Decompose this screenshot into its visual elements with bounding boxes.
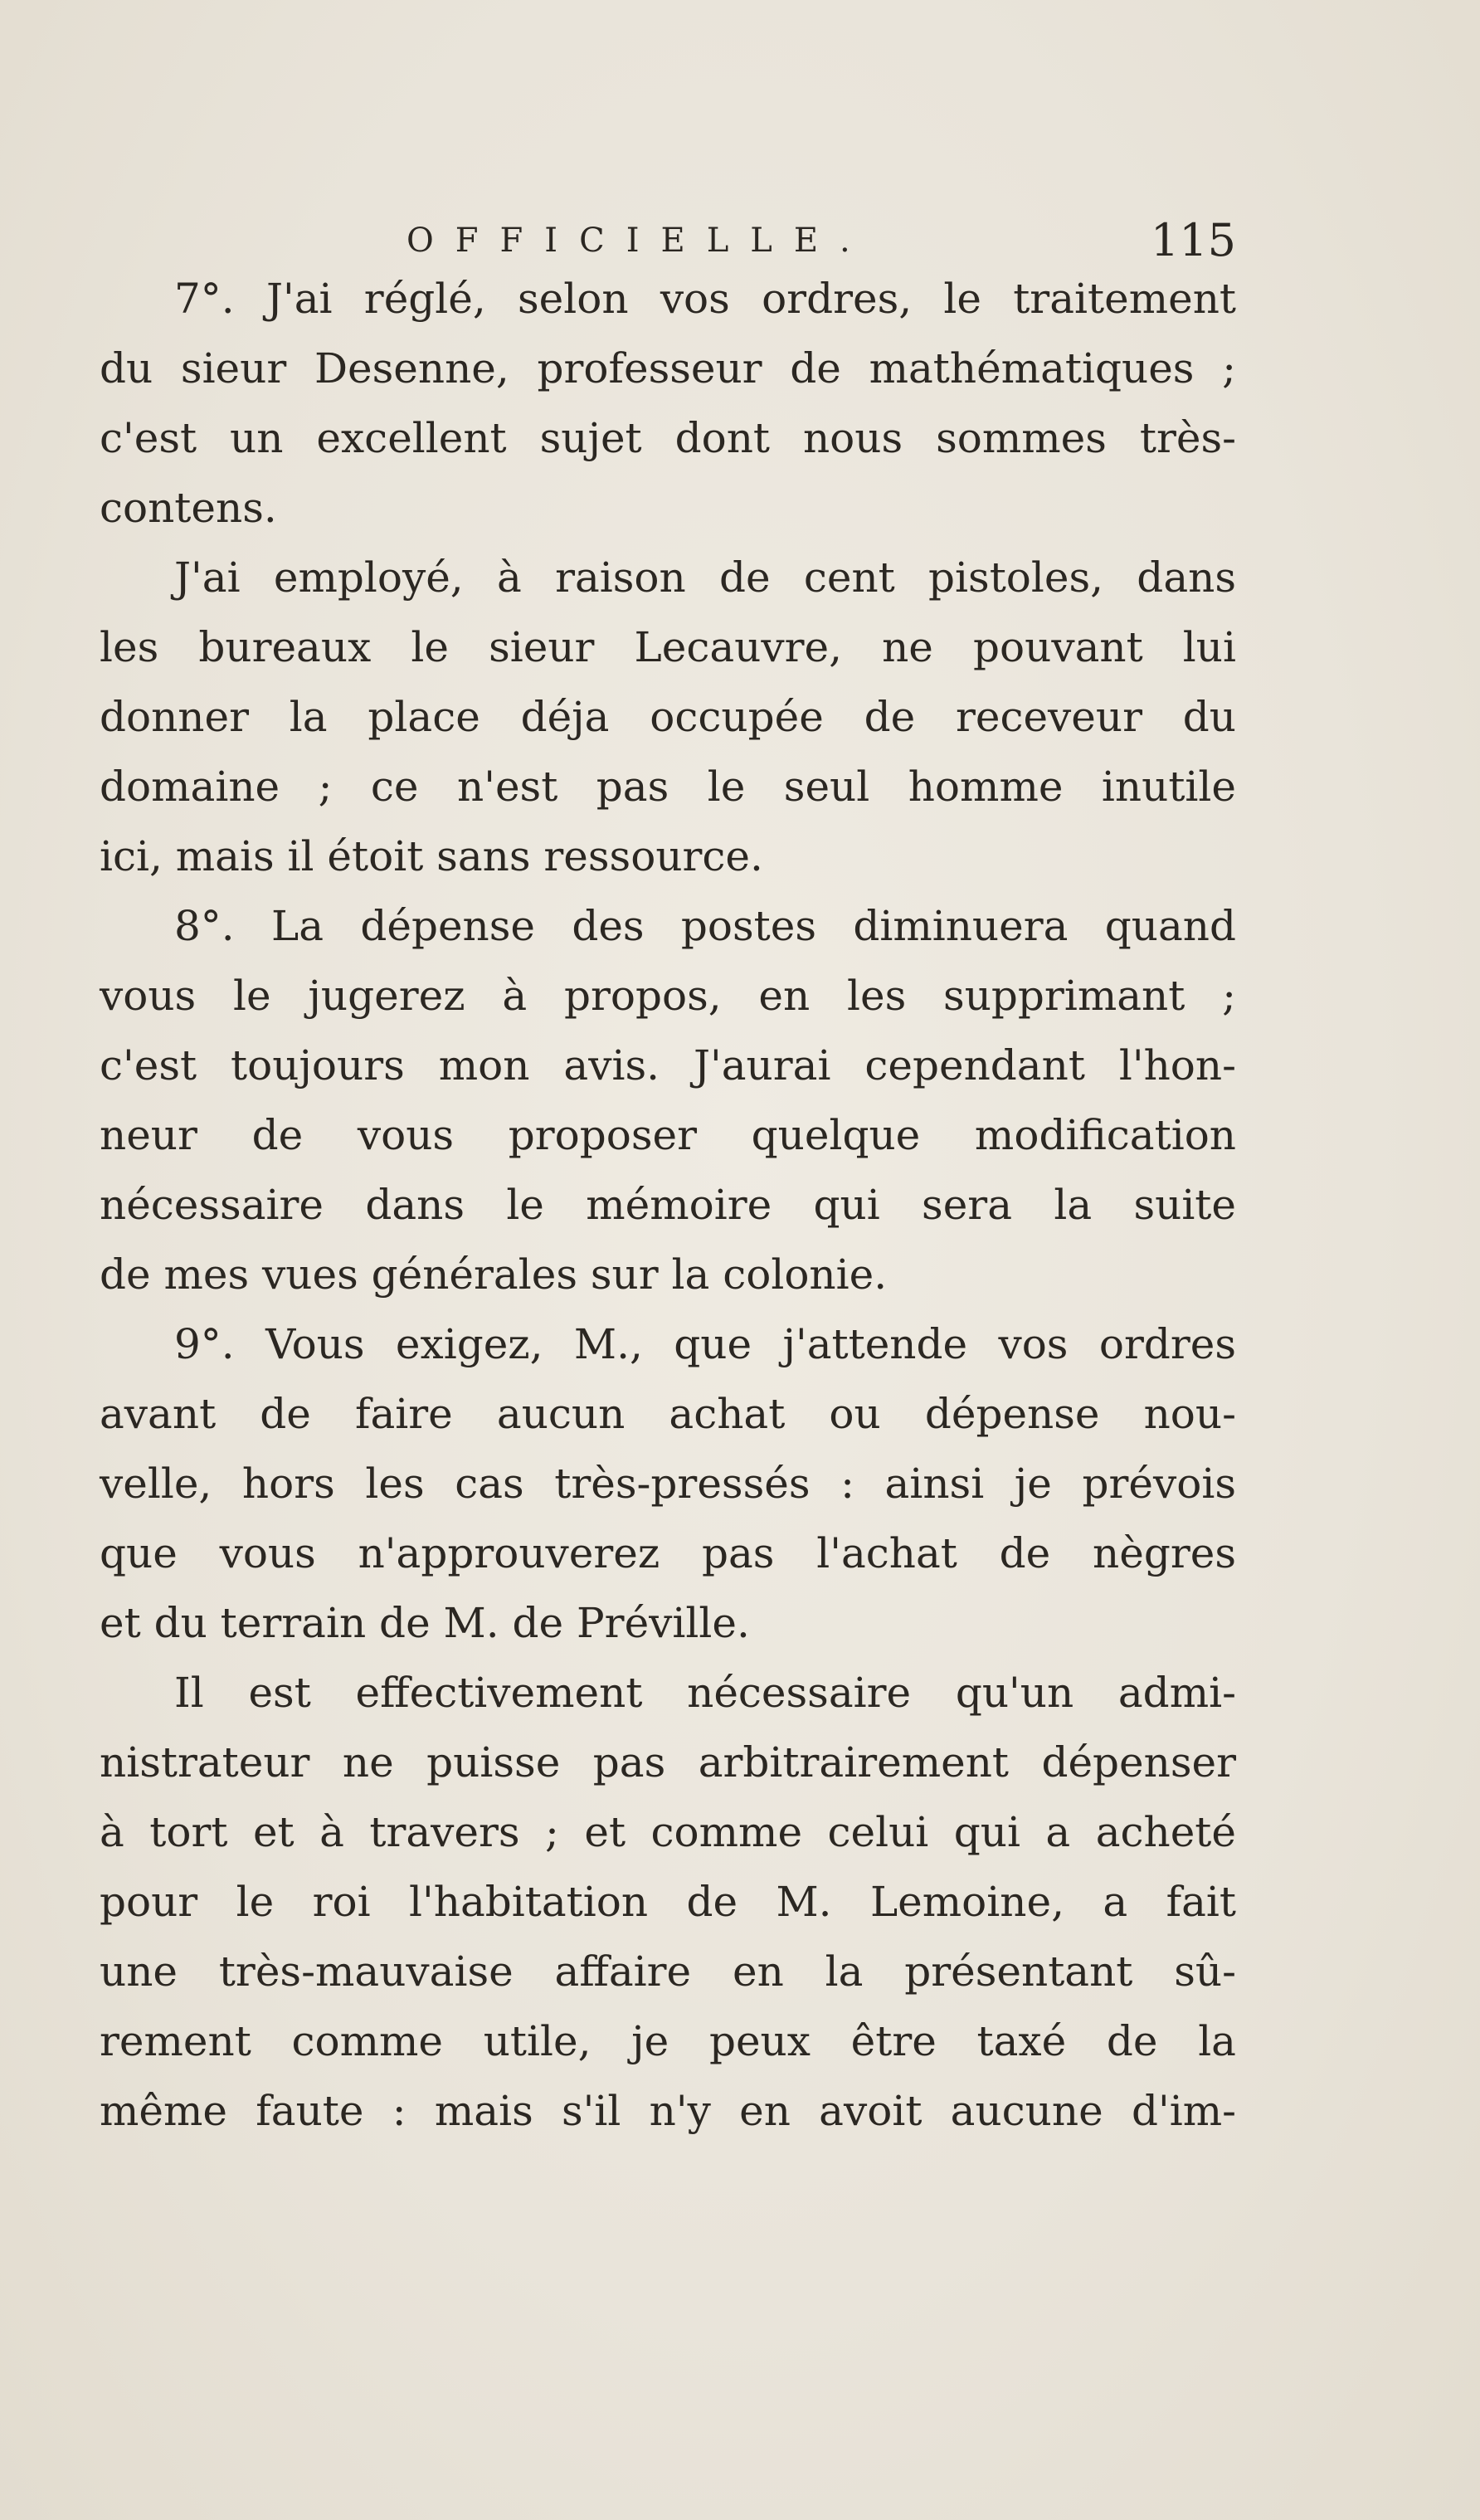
text-line: c'est toujours mon avis. J'aurai cependant l'hon- bbox=[100, 1041, 1236, 1089]
text-line: même faute : mais s'il n'y en avoit aucune d'im- bbox=[100, 2087, 1236, 2135]
text-line: une très-mauvaise affaire en la présentant sû- bbox=[100, 1947, 1236, 1996]
text-line: à tort et à travers ; et comme celui qui a acheté bbox=[100, 1808, 1236, 1856]
text-line: 7°. J'ai réglé, selon vos ordres, le traitement bbox=[174, 275, 1236, 323]
text-line: pour le roi l'habitation de M. Lemoine, a fait bbox=[100, 1878, 1236, 1926]
text-line: domaine ; ce n'est pas le seul homme inutile bbox=[100, 763, 1236, 811]
text-line: contens. bbox=[100, 484, 277, 532]
text-line: donner la place déja occupée de receveur du bbox=[100, 693, 1236, 741]
text-line: et du terrain de M. de Préville. bbox=[100, 1599, 750, 1647]
text-line: J'ai employé, à raison de cent pistoles, dans bbox=[174, 553, 1236, 602]
running-head: OFFICIELLE. bbox=[407, 222, 872, 260]
text-line: nécessaire dans le mémoire qui sera la suite bbox=[100, 1181, 1236, 1229]
text-line: Il est effectivement nécessaire qu'un admi- bbox=[174, 1669, 1236, 1717]
text-line: rement comme utile, je peux être taxé de la bbox=[100, 2017, 1236, 2065]
page-number: 115 bbox=[1150, 214, 1236, 266]
body-text bbox=[100, 264, 1236, 2146]
text-line: neur de vous proposer quelque modification bbox=[100, 1111, 1236, 1159]
text-line: de mes vues générales sur la colonie. bbox=[100, 1250, 888, 1299]
text-line: ici, mais il étoit sans ressource. bbox=[100, 832, 763, 880]
text-line: 9°. Vous exigez, M., que j'attende vos ordres bbox=[174, 1320, 1236, 1368]
text-line: 8°. La dépense des postes diminuera quand bbox=[174, 902, 1236, 950]
text-line: nistrateur ne puisse pas arbitrairement dépenser bbox=[100, 1738, 1236, 1786]
text-line: les bureaux le sieur Lecauvre, ne pouvant lui bbox=[100, 623, 1236, 671]
text-line: avant de faire aucun achat ou dépense nou- bbox=[100, 1390, 1236, 1438]
text-line: vous le jugerez à propos, en les supprimant ; bbox=[100, 972, 1236, 1020]
text-line: velle, hors les cas très-pressés : ainsi je prévois bbox=[100, 1460, 1236, 1508]
text-line: que vous n'approuverez pas l'achat de nègres bbox=[100, 1529, 1236, 1577]
text-line: du sieur Desenne, professeur de mathématiques ; bbox=[100, 344, 1236, 392]
text-line: c'est un excellent sujet dont nous sommes très- bbox=[100, 414, 1236, 462]
